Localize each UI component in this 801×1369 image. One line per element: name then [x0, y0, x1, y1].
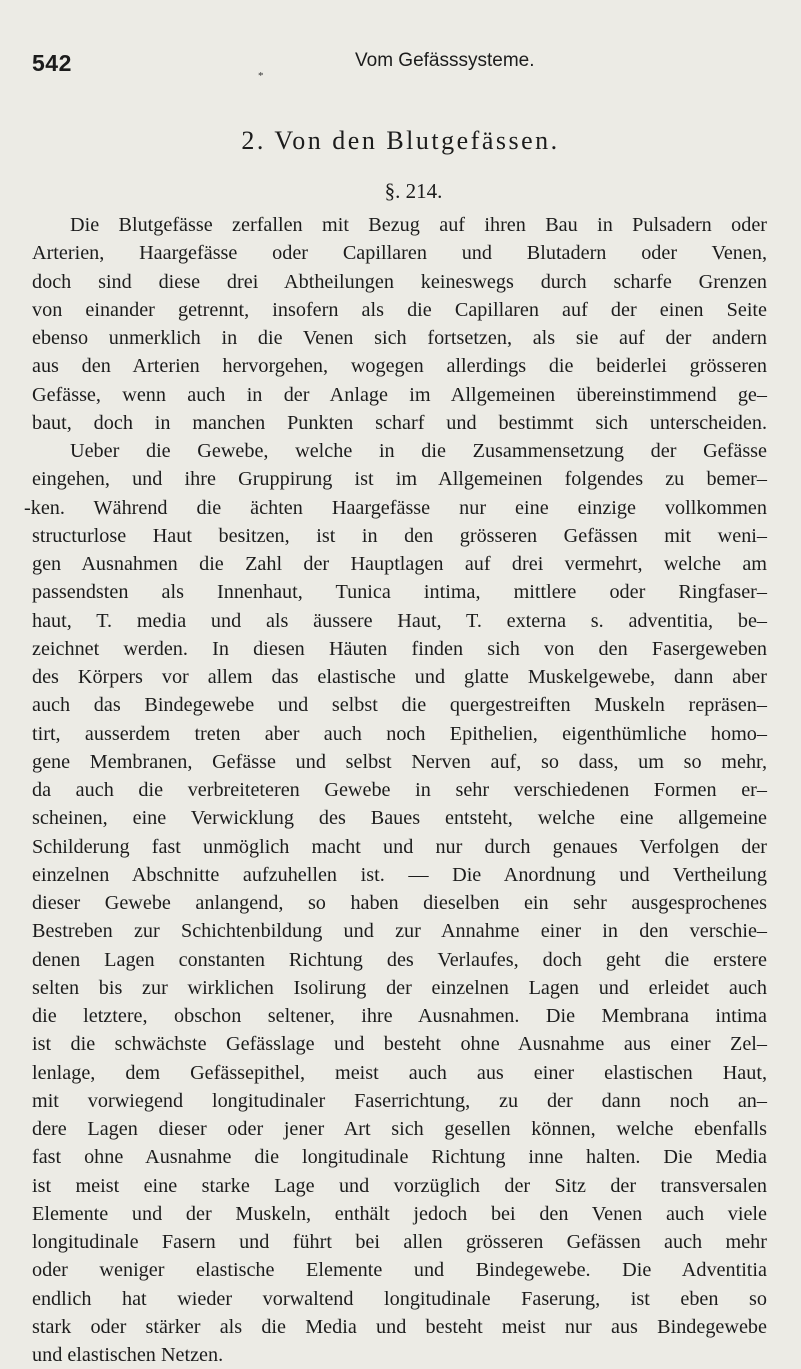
- text-line: ist die schwächste Gefässlage und besteht ohne Ausnahme aus einer Zel–: [32, 1033, 767, 1056]
- text-line: aus den Arterien hervorgehen, wogegen allerdings die beiderlei grösseren: [32, 355, 767, 378]
- text-line: Arterien, Haargefässe oder Capillaren und Blutadern oder Venen,: [32, 242, 767, 265]
- text-line: die letztere, obschon seltener, ihre Ausnahmen. Die Membrana intima: [32, 1005, 767, 1027]
- text-line: denen Lagen constanten Richtung des Verlaufes, doch geht die erstere: [32, 948, 767, 971]
- text-line: ebenso unmerklich in die Venen sich fortsetzen, als sie auf der andern: [32, 327, 767, 349]
- paragraph-number: §. 214.: [384, 179, 443, 203]
- running-head: Vom Gefässsysteme.: [355, 50, 535, 71]
- text-line: ist meist eine starke Lage und vorzüglich der Sitz der transversalen: [32, 1174, 767, 1197]
- text-line: einzelnen Abschnitte aufzuhellen ist. — Die Anordnung und Vertheilung: [32, 863, 767, 886]
- text-line: passendsten als Innenhaut, Tunica intima, mittlere oder Ringfaser–: [32, 581, 767, 604]
- text-line: stark oder stärker als die Media und besteht meist nur aus Bindegewebe: [32, 1315, 767, 1338]
- text-line: dieser Gewebe anlangend, so haben dieselben ein sehr ausgesprochenes: [32, 892, 767, 914]
- text-line: haut, T. media und als äussere Haut, T. externa s. adventitia, be–: [32, 609, 767, 632]
- text-line: fast ohne Ausnahme die longitudinale Richtung inne halten. Die Media: [32, 1146, 767, 1169]
- text-line: tirt, ausserdem treten aber auch noch Epithelien, eigenthümliche homo–: [32, 722, 767, 745]
- text-line: eingehen, und ihre Gruppirung ist im Allgemeinen folgendes zu bemer–: [32, 468, 767, 491]
- text-line: dere Lagen dieser oder jener Art sich gesellen können, welche ebenfalls: [32, 1118, 767, 1140]
- text-line: Die Blutgefässe zerfallen mit Bezug auf ihren Bau in Pulsadern oder: [70, 214, 767, 236]
- text-line: scheinen, eine Verwicklung des Baues entsteht, welche eine allgemeine: [32, 807, 767, 830]
- text-line: baut, doch in manchen Punkten scharf und bestimmt sich unterscheiden.: [32, 411, 767, 434]
- text-line: oder weniger elastische Elemente und Bindegewebe. Die Adventitia: [32, 1259, 767, 1282]
- section-title: 2. Von den Blutgefässen.: [241, 126, 560, 155]
- text-line: auch das Bindegewebe und selbst die quergestreiften Muskeln repräsen–: [32, 694, 767, 717]
- text-line: von einander getrennt, insofern als die Capillaren auf der einen Seite: [32, 298, 767, 321]
- text-line: doch sind diese drei Abtheilungen keineswegs durch scharfe Grenzen: [32, 270, 767, 293]
- text-line: und elastischen Netzen.: [32, 1344, 224, 1366]
- printer-mark: *: [258, 70, 264, 82]
- text-line: Bestreben zur Schichtenbildung und zur Annahme einer in den verschie–: [32, 920, 767, 943]
- text-line: gen Ausnahmen die Zahl der Hauptlagen auf drei vermehrt, welche am: [32, 553, 767, 575]
- text-line: longitudinale Fasern und führt bei allen grösseren Gefässen auch mehr: [32, 1231, 767, 1253]
- text-line: Elemente und der Muskeln, enthält jedoch bei den Venen auch viele: [32, 1202, 767, 1225]
- text-line: gene Membranen, Gefässe und selbst Nerven auf, so dass, um so mehr,: [32, 750, 767, 773]
- text-line: -ken. Während die ächten Haargefässe nur eine einzige vollkommen: [24, 496, 767, 519]
- text-line: Schilderung fast unmöglich macht und nur durch genaues Verfolgen der: [32, 835, 767, 858]
- body-text: [24, 211, 767, 1369]
- text-line: da auch die verbreiteteren Gewebe in sehr verschiedenen Formen er–: [32, 779, 767, 801]
- text-line: zeichnet werden. In diesen Häuten finden sich von den Fasergeweben: [32, 637, 767, 660]
- text-line: endlich hat wieder vorwaltend longitudinale Faserung, ist eben so: [32, 1287, 767, 1310]
- text-line: mit vorwiegend longitudinaler Faserrichtung, zu der dann noch an–: [32, 1089, 767, 1112]
- text-line: des Körpers vor allem das elastische und glatte Muskelgewebe, dann aber: [32, 666, 767, 688]
- text-line: lenlage, dem Gefässepithel, meist auch aus einer elastischen Haut,: [32, 1061, 767, 1084]
- text-line: Gefässe, wenn auch in der Anlage im Allgemeinen übereinstimmend ge–: [32, 383, 767, 406]
- text-line: selten bis zur wirklichen Isolirung der einzelnen Lagen und erleidet auch: [32, 976, 767, 999]
- page-number: 542: [32, 50, 72, 76]
- text-line: structurlose Haut besitzen, ist in den grösseren Gefässen mit weni–: [32, 524, 767, 547]
- text-line: Ueber die Gewebe, welche in die Zusammensetzung der Gefässe: [70, 440, 767, 462]
